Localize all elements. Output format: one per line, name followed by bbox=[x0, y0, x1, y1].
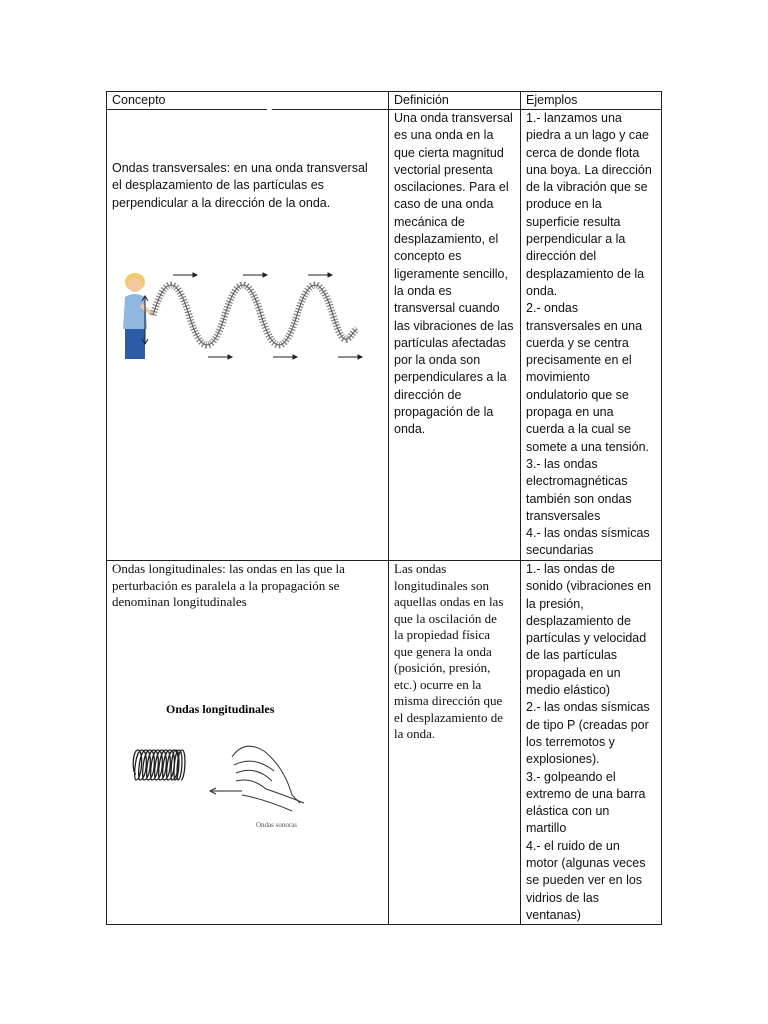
coil-spring bbox=[133, 750, 185, 780]
concept-table bbox=[106, 91, 662, 925]
header-concepto: Concepto bbox=[107, 92, 389, 110]
transverse-wave-illustration bbox=[113, 265, 373, 370]
examples-cell-longitudinal bbox=[521, 561, 662, 925]
concept-cell-transversal bbox=[107, 110, 389, 561]
definition-cell-longitudinal bbox=[389, 561, 521, 925]
header-ejemplos: Ejemplos bbox=[521, 92, 662, 110]
person-figure bbox=[123, 273, 153, 359]
examples-text-longitudinal: 1.- las ondas de sonido (vibraciones en la presión, desplazamiento de partículas y velocidad de las partículas propagada en un medio elástico) 2.- las ondas sísmicas de tipo P (creadas por los terremotos y explosiones). 3.- golpeando el extremo de una barra elástica con un martillo 4.- el ruido de un motor (algunas veces se pueden ver en los vidrios de las ventanas) bbox=[526, 562, 652, 922]
hand-drawing bbox=[232, 746, 304, 811]
table-row-transversal bbox=[107, 110, 662, 561]
longitudinal-wave-illustration bbox=[124, 699, 324, 839]
definition-text-transversal: Una onda transversal es una onda en la que cierta magnitud vectorial presenta oscilaciones. Para el caso de una onda mecánica de desplazamiento, el concepto es ligeramente sencillo, la onda es transversal cuando las vibraciones de las partículas afectadas por la onda son perpendiculares a la dirección de propagación de la onda. bbox=[394, 111, 514, 437]
table-row-longitudinal bbox=[107, 561, 662, 925]
concept-text-transversal: Ondas transversales: en una onda transversal el desplazamiento de las partículas es perpendicular a la dirección de la onda. bbox=[112, 161, 368, 210]
longitudinal-figure-title: Ondas longitudinales bbox=[166, 701, 275, 716]
table-header-row bbox=[107, 92, 662, 110]
definition-text-longitudinal: Las ondas longitudinales son aquellas ondas en las que la oscilación de la propiedad física que genera la onda (posición, presión, etc.) ocurre en la misma dirección que el desplazamiento de la onda. bbox=[394, 561, 504, 741]
examples-cell-transversal bbox=[521, 110, 662, 561]
definition-cell-transversal bbox=[389, 110, 521, 561]
concept-cell-longitudinal bbox=[107, 561, 389, 925]
examples-text-transversal: 1.- lanzamos una piedra a un lago y cae cerca de donde flota una boya. La dirección de la vibración que se produce en la superficie resulta perpendicular a la dirección del desplazamiento de la onda. 2.- ondas transversales en una cuerda y se centra precisamente en el movimiento ondulatorio que se propaga en una cuerda a la cual se somete a una tensión. 3.- las ondas electromagnéticas también son ondas transversales 4.- las ondas sísmicas secundarias bbox=[526, 111, 652, 558]
longitudinal-figure-caption: Ondas sonoras bbox=[256, 820, 298, 829]
header-border-gap bbox=[267, 103, 272, 111]
header-definicion: Definición bbox=[389, 92, 521, 110]
concept-text-longitudinal: Ondas longitudinales: las ondas en las que la perturbación es paralela a la propagación se denominan longitudinales bbox=[112, 561, 345, 609]
